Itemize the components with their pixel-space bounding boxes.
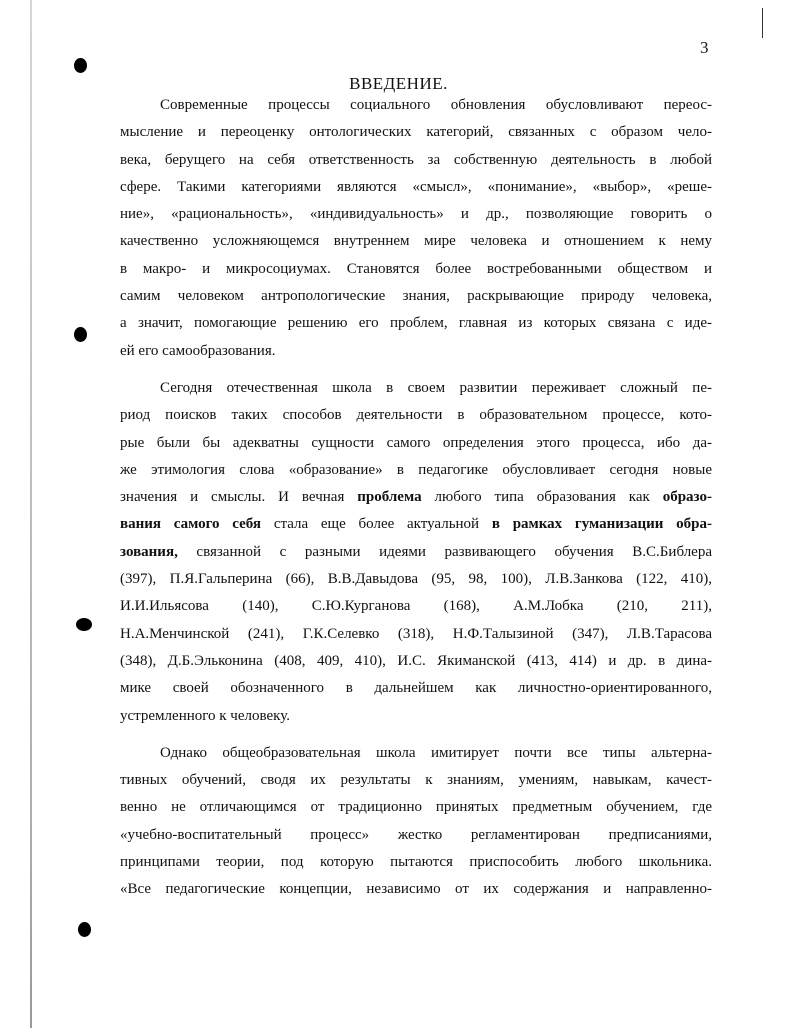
text-line: (397), П.Я.Гальперина (66), В.В.Давыдова (95, 98, 100), Л.В.Занкова (122, 410), (120, 571, 712, 588)
text-run: связанной с разными идеями развивающего обучения В.С.Библера (177, 543, 712, 560)
text-line: рые были бы адекватны сущности самого определения этого процесса, ибо да- (120, 434, 712, 451)
scan-left-edge (30, 0, 32, 1028)
page-number: 3 (700, 38, 709, 57)
text-run: любого типа образования как (421, 489, 663, 506)
text-line: сфере. Такими категориями являются «смысл», «понимание», «выбор», «реше- (120, 178, 712, 195)
punch-hole-1 (74, 58, 87, 73)
bold-run: зования, (120, 543, 178, 560)
page-title: ВВЕДЕНИЕ. (349, 74, 448, 93)
bold-run: вания самого себя (120, 516, 262, 533)
paragraph-2 (120, 375, 712, 730)
text-line: тивных обучений, сводя их результаты к знаниям, умениям, навыкам, качест- (120, 772, 712, 789)
body-text (120, 92, 712, 904)
punch-hole-4 (78, 922, 91, 937)
text-run: стала еще более актуальной (261, 516, 492, 533)
text-line: (348), Д.Б.Эльконина (408, 409, 410), И.С. Якиманской (413, 414) и др. в дина- (120, 652, 712, 669)
text-line: устремленного к человеку. (120, 707, 290, 724)
paragraph-1 (120, 92, 712, 365)
text-line: мысление и переоценку онтологических категорий, связанных с образом чело- (120, 124, 712, 141)
bold-run: образо- (662, 489, 712, 506)
text-line: а значит, помогающие решению его проблем, главная из которых связана с иде- (120, 315, 712, 332)
bold-run: проблема (357, 489, 422, 506)
text-line-mixed (120, 539, 712, 566)
text-line: же этимология слова «образование» в педагогике обусловливает сегодня новые (120, 461, 712, 478)
bold-run: в рамках гуманизации обра- (491, 516, 712, 533)
text-line: «учебно-воспитательный процесс» жестко регламентирован предписаниями, (120, 826, 712, 843)
text-line: качественно усложняющемся внутреннем мире человека и отношением к нему (120, 233, 712, 250)
punch-hole-3 (76, 618, 92, 631)
text-line-mixed (120, 511, 712, 538)
paragraph-3 (120, 740, 712, 904)
text-line: Современные процессы социального обновления обусловливают переос- (160, 97, 712, 113)
punch-hole-2 (74, 327, 87, 342)
text-line: «Все педагогические концепции, независимо от их содержания и направленно- (120, 881, 712, 898)
scan-right-mark (762, 8, 763, 38)
text-run: значения и смыслы. И вечная (120, 489, 358, 506)
text-line: Однако общеобразовательная школа имитирует почти все типы альтерна- (160, 744, 712, 761)
text-line: в макро- и микросоциумах. Становятся более востребованными обществом и (120, 260, 712, 277)
text-line: Сегодня отечественная школа в своем развитии переживает сложный пе- (160, 379, 712, 396)
text-line: И.И.Ильясова (140), С.Ю.Курганова (168), А.М.Лобка (210, 211), (120, 598, 712, 615)
text-line: венно не отличающимся от традиционно принятых предметным обучением, где (120, 799, 712, 816)
text-line: самим человеком антропологические знания, раскрывающие природу человека, (120, 288, 712, 305)
text-line: мике своей обозначенного в дальнейшем как личностно-ориентированного, (120, 680, 712, 697)
text-line: риод поисков таких способов деятельности в образовательном процессе, кото- (120, 407, 712, 424)
text-line: века, берущего на себя ответственность за собственную деятельность в любой (120, 151, 712, 168)
text-line: Н.А.Менчинской (241), Г.К.Селевко (318), Н.Ф.Талызиной (347), Л.В.Тарасова (120, 625, 712, 642)
text-line: ние», «рациональность», «индивидуальность» и др., позволяющие говорить о (120, 206, 712, 223)
text-line-mixed (120, 484, 712, 511)
text-line: принципами теории, под которую пытаются приспособить любого школьника. (120, 854, 712, 871)
text-line: ей его самообразования. (120, 342, 276, 359)
